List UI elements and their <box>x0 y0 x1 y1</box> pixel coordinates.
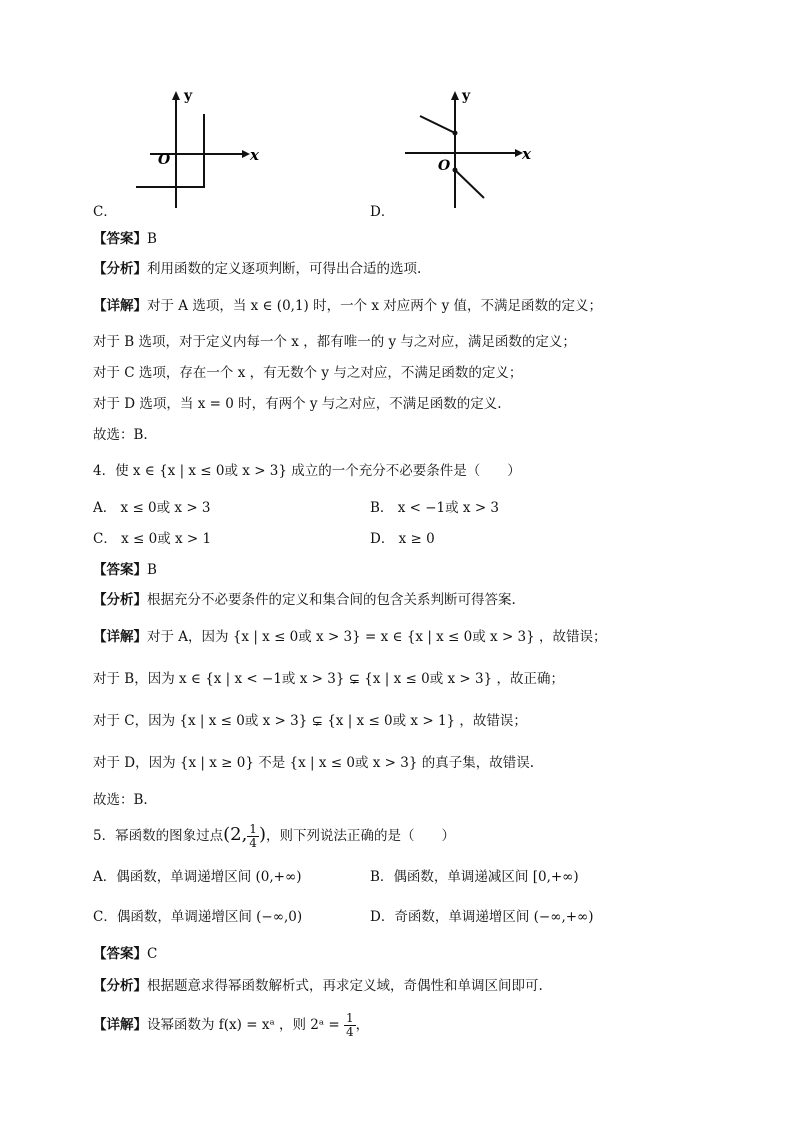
q4-detail-d: 对于 D，因为 {x | x ≥ 0} 不是 {x | x ≤ 0或 x > 3} 的真子集，故错误. <box>93 755 534 771</box>
answer-tag: 【答案】 <box>93 946 147 962</box>
q4-detail-a <box>93 627 607 647</box>
y-axis-label: y <box>184 88 193 104</box>
detail-tag: 【详解】 <box>93 298 147 314</box>
detail-tag: 【详解】 <box>93 1017 147 1033</box>
figure-option-c <box>130 86 270 211</box>
q5-option-d: D．奇函数，单调递增区间 (−∞,+∞) <box>370 909 594 925</box>
x-axis-label: x <box>522 145 531 163</box>
q3-analysis <box>93 259 421 279</box>
q5-analysis <box>93 976 543 996</box>
q5-option-a: A．偶函数，单调递增区间 (0,+∞) <box>93 869 302 885</box>
q4-option-c: C． x ≤ 0或 x > 1 <box>93 531 212 547</box>
x-axis-label: x <box>250 146 259 164</box>
q4-answer <box>93 560 157 580</box>
fraction-numerator: 1 <box>249 822 257 836</box>
detail-fraction <box>344 1012 356 1039</box>
analysis-text: 根据充分不必要条件的定义和集合间的包含关系判断可得答案. <box>147 592 516 608</box>
origin-label: O <box>158 152 171 168</box>
q4-detail-b: 对于 B，因为 x ∈ {x | x < −1或 x > 3} ⊊ {x | x ≤ 0或 x > 3} ，故正确； <box>93 671 565 687</box>
answer-value: C <box>147 946 158 962</box>
fraction-denominator: 4 <box>249 836 257 850</box>
q3-conclusion: 故选：B. <box>93 427 148 443</box>
detail-text: 设幂函数为 f(x) = xᵃ ，则 2ᵃ = <box>147 1017 344 1033</box>
detail-text: 对于 A，因为 {x | x ≤ 0或 x > 3} = x ∈ {x | x ≤ 0或 x > 3} ，故错误； <box>147 629 607 645</box>
q4-analysis <box>93 590 516 610</box>
q3-detail-c: 对于 C 选项，存在一个 x ，有无数个 y 与之对应，不满足函数的定义； <box>93 365 523 381</box>
analysis-tag: 【分析】 <box>93 978 147 994</box>
q3-detail-a <box>93 296 602 316</box>
fraction-numerator: 1 <box>345 1011 354 1025</box>
point-open: (2, <box>223 824 248 845</box>
point-close: ) <box>258 824 266 845</box>
stem-text-after: ，则下列说法正确的是（ ） <box>265 828 455 844</box>
q3-answer <box>93 229 157 249</box>
q5-detail <box>93 1008 369 1042</box>
answer-value: B <box>147 231 157 247</box>
point-fraction <box>247 823 259 850</box>
q4-detail-c: 对于 C，因为 {x | x ≤ 0或 x > 3} ⊊ {x | x ≤ 0或 x > 1} ，故错误； <box>93 713 527 729</box>
analysis-tag: 【分析】 <box>93 592 147 608</box>
stem-text: 5．幂函数的图象过点 <box>93 828 224 844</box>
answer-tag: 【答案】 <box>93 562 147 578</box>
q3-detail-d: 对于 D 选项，当 x = 0 时，有两个 y 与之对应，不满足函数的定义. <box>93 396 502 412</box>
detail-text-after: ， <box>355 1017 370 1033</box>
q4-option-d: D． x ≥ 0 <box>370 531 435 547</box>
fraction-denominator: 4 <box>345 1025 354 1039</box>
q5-option-b: B．偶函数，单调递减区间 [0,+∞) <box>370 869 579 885</box>
figure-d-label: D． <box>370 204 395 220</box>
q4-option-a: A． x ≤ 0或 x > 3 <box>93 500 211 516</box>
detail-tag: 【详解】 <box>93 629 147 645</box>
analysis-text: 根据题意求得幂函数解析式，再求定义域，奇偶性和单调区间即可. <box>147 978 543 994</box>
q3-detail-b: 对于 B 选项，对于定义内每一个 x ，都有唯一的 y 与之对应，满足函数的定义； <box>93 334 576 350</box>
q4-conclusion: 故选：B. <box>93 792 148 808</box>
q5-stem <box>93 818 455 853</box>
answer-tag: 【答案】 <box>93 231 147 247</box>
y-axis-label: y <box>462 88 471 104</box>
q4-stem: 4．使 x ∈ {x | x ≤ 0或 x > 3} 成立的一个充分不必要条件是（ ） <box>93 463 521 479</box>
analysis-tag: 【分析】 <box>93 261 147 277</box>
analysis-text: 利用函数的定义逐项判断，可得出合适的选项. <box>147 261 422 277</box>
figure-option-d <box>400 86 540 211</box>
detail-text: 对于 A 选项，当 x ∈ (0,1) 时，一个 x 对应两个 y 值，不满足函数的定义； <box>147 298 603 314</box>
q4-option-b: B． x < −1或 x > 3 <box>370 500 500 516</box>
q5-option-c: C．偶函数，单调递增区间 (−∞,0) <box>93 909 303 925</box>
origin-label: O <box>438 158 451 174</box>
figure-c-label: C． <box>93 204 117 220</box>
q5-answer <box>93 944 157 964</box>
answer-value: B <box>147 562 157 578</box>
